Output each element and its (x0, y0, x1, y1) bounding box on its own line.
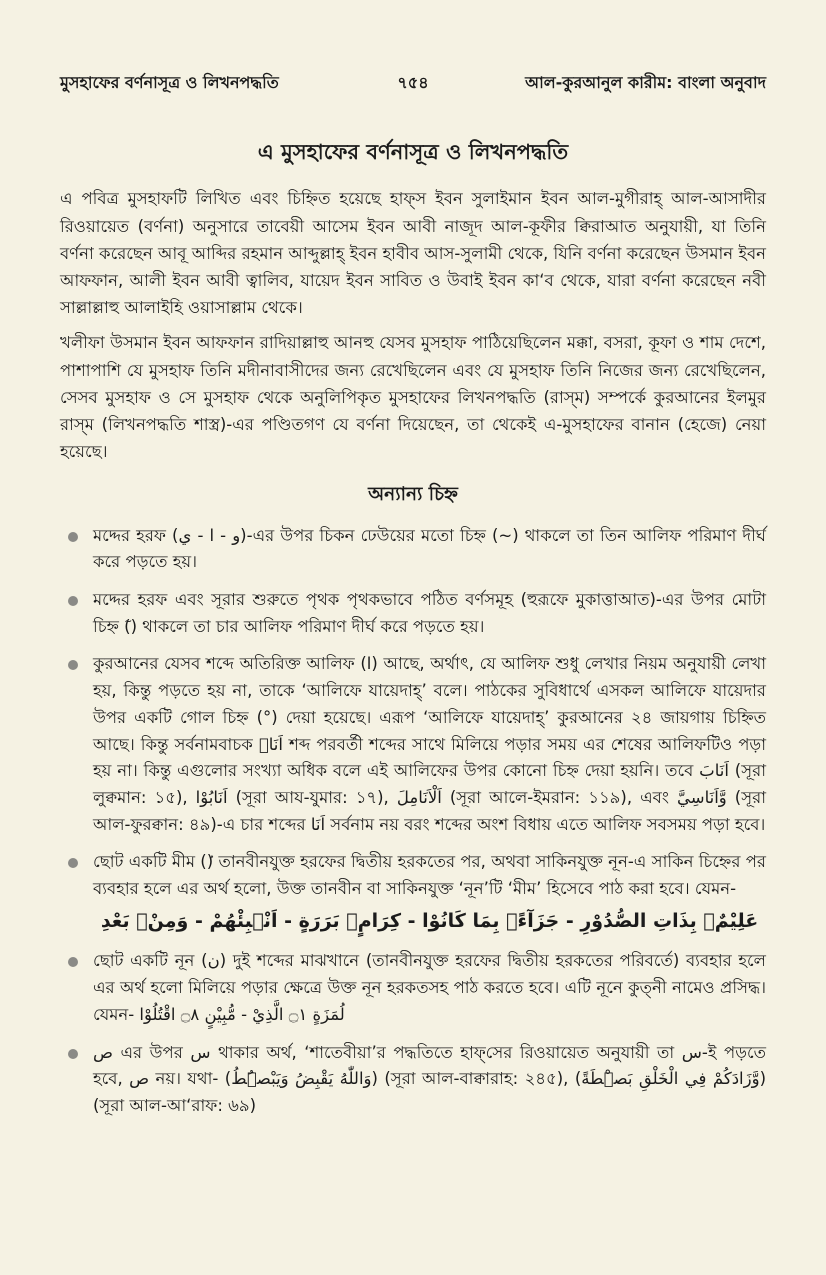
bullet-icon (68, 596, 78, 606)
rule-madd-thin-sign: মদ্দের হরফ (و - ا - ي)-এর উপর চিকন ঢেউয়ের মতো চিহ্ন (~) থাকলে তা তিন আলিফ পরিমাণ দীর্ঘ করে পড়তে হয়। (93, 525, 767, 572)
arabic-example-line: عَلِيْمٌۢ بِذَاتِ الصُّدُوْرِ - جَزَآءًۢ بِمَا كَانُوْا - كِرَامٍۢ بَرَرَةٍ - اَنْۢبِئْهُمْ - وَمِنْۢ بَعْدِ (100, 909, 759, 932)
list-item (60, 587, 766, 640)
rule-small-meem-text: ছোট একটি মীম (ۢ) তানবীনযুক্ত হরফের দ্বিতীয় হরকতের পর, অথবা সাকিনযুক্ত নূন-এ সাকিন চিহ্নের পর ব্যবহার হলে এর অর্থ হলো, উক্ত তানবীন বা সাকিনযুক্ত ‘নূন’টি ‘মীম’ হিসেবে পাঠ করা হবে। যেমন- (93, 852, 766, 899)
list-item (60, 523, 766, 576)
paragraph-narration-chain: এ পবিত্র মুসহাফটি লিখিত এবং চিহ্নিত হয়েছে হাফ্‌স ইবন সুলাইমান ইবন আল-মুগীরাহ্ আল-আসাদীর রিওয়ায়েত (বর্ণনা) অনুসারে তাবেয়ী আসেম ইবন আবী নাজূদ আল-কূফীর ক্বিরাআত অনুযায়ী, যা তিনি বর্ণনা করেছেন আবূ আব্দির রহমান আব্দুল্লাহ্ ইবন হাবীব আস-সুলামী থেকে, যিনি বর্ণনা করেছেন উসমান ইবন আফফান, আলী ইবন আবী ত্বালিব, যায়েদ ইবন সাবিত ও উবাই ইবন কা‘ব থেকে, যারা বর্ণনা করেছেন নবী সাল্লাল্লাহু আলাইহি ওয়াসাল্লাম থেকে। (60, 189, 766, 318)
rule-madd-thick-sign: মদ্দের হরফ এবং সূরার শুরুতে পৃথক পৃথকভাবে পঠিত বর্ণসমূহ (হুরূফে মুকাত্তাআত)-এর উপর মোটা চিহ্ন (ٓ) থাকলে তা চার আলিফ পরিমাণ দীর্ঘ করে পড়তে হয়। (93, 590, 766, 636)
header-right-title: আল-কুরআনুল কারীম: বাংলা অনুবাদ (525, 73, 766, 92)
bullet-icon (68, 660, 78, 670)
paragraph-uthman-mushafs: খলীফা উসমান ইবন আফফান রাদিয়াল্লাহু আনহু যেসব মুসহাফ পাঠিয়েছিলেন মক্কা, বসরা, কূফা ও শাম দেশে, পাশাপাশি যে মুসহাফ তিনি মদীনাবাসীদের জন্য রেখেছিলেন এবং যে মুসহাফ তিনি নিজের জন্য রেখেছিলেন, সেসব মুসহাফ ও সে মুসহাফ থেকে অনুলিপিকৃত মুসহাফের লিখনপদ্ধতি (রাস্‌ম) সম্পর্কে কুরআনের ইলমুর রাস্‌ম (লিখনপদ্ধতি শাস্ত্র)-এর পণ্ডিতগণ যে বর্ণনা দিয়েছেন, তা থেকেই এ-মুসহাফের বানান (হেজে) নেয়া হয়েছে। (60, 333, 766, 462)
rule-extra-alif: কুরআনের যেসব শব্দে অতিরিক্ত আলিফ (ا) আছে, অর্থাৎ, যে আলিফ শুধু লেখার নিয়ম অনুযায়ী লেখা হয়, কিন্তু পড়তে হয় না, তাকে ‘আলিফে যায়েদাহ্’ বলে। পাঠকের সুবিধার্থে এসকল আলিফে যায়েদার উপর একটি গোল চিহ্ন (°) দেয়া হয়েছে। এরূপ ‘আলিফে যায়েদাহ্’ কুরআনের ২৪ জায়গায় চিহ্নিত আছে। কিন্তু সর্বনামবাচক اَنَا۠ শব্দ পরবর্তী শব্দের সাথে মিলিয়ে পড়ার সময় এর শেষের আলিফটিও পড়া হয় না। কিন্তু এগুলোর সংখ্যা অধিক বলে এই আলিফের উপর কোনো চিহ্ন দেয়া হয়নি। তবে اَنَابَ (সূরা লুক্বমান: ১৫), اَنَابُوْا (সূরা আয-যুমার: ১৭), اَلْاَنَامِلَ (সূরা আলে-ইমরান: ১১৯), এবং وَّاَنَاسِيَّ (সূরা আল-ফুরক্বান: ৪৯)-এ চার শব্দের اَنَا সর্বনাম নয় বরং শব্দের অংশ বিধায় এতে আলিফ সবসময় পড়া হবে। (93, 654, 766, 834)
section-heading-other-signs: অন্যান্য চিহ্ন (368, 483, 458, 505)
header-left-title: মুসহাফের বর্ণনাসূত্র ও লিখনপদ্ধতি (60, 73, 279, 92)
bullet-icon (68, 1049, 78, 1059)
rule-seen-over-saad: ص এর উপর س থাকার অর্থ, ‘শাতেবীয়া’র পদ্ধতিতে হাফ্‌সের রিওয়ায়েত অনুযায়ী তা س-ই পড়তে হবে, ص নয়। যথা- (وَاللّٰهُ يَقْبِضُ وَيَبْصُۜطُ) (সূরা আল-বাক্বারাহ: ২৪৫), (وَّزَادَكُمْ فِي الْخَلْقِ بَصْۜطَةً) (সূরা আল-আ‘রাফ: ৬৯) (93, 1042, 767, 1116)
list-item (60, 948, 766, 1028)
bullet-icon (68, 858, 78, 868)
page-number: ৭৫৪ (397, 73, 429, 92)
page-title: এ মুসহাফের বর্ণনাসূত্র ও লিখনপদ্ধতি (257, 140, 569, 165)
bullet-icon (68, 957, 78, 967)
list-item (60, 1040, 766, 1120)
rules-list (60, 523, 766, 1120)
list-item (60, 651, 766, 838)
rule-small-meem (93, 849, 766, 937)
rule-small-noon: ছোট একটি নূন (ن) দুই শব্দের মাঝখানে (তানবীনযুক্ত হরফের দ্বিতীয় হরকতের পরিবর্তে) ব্যবহার হলে এর অর্থ হলো মিলিয়ে পড়ার ক্ষেত্রে উক্ত নূন হরকতসহ পাঠ করতে হবে। এটি নূনে কুত্‌নী নামেও প্রসিদ্ধ। যেমন- لُمَزَةٍ ۝١ الَّذِيْ - مُّبِيْنٍ ۝٨ اقْتُلُوْا (93, 951, 766, 1024)
running-header (60, 72, 766, 94)
list-item (60, 849, 766, 937)
bullet-icon (68, 532, 78, 542)
